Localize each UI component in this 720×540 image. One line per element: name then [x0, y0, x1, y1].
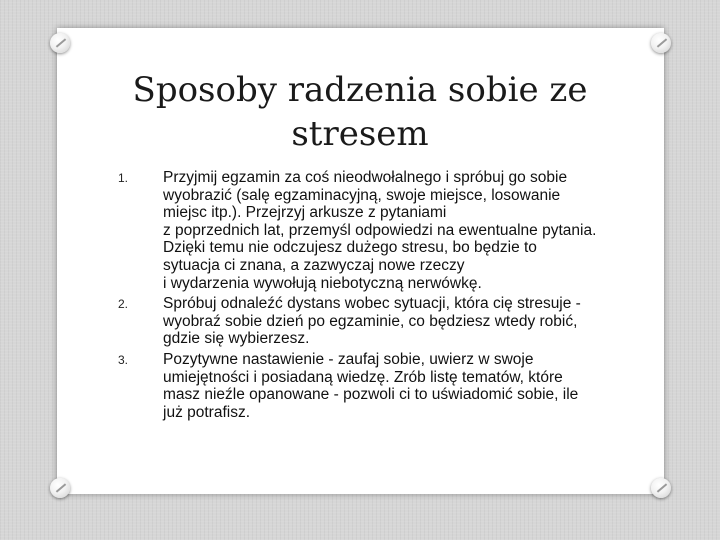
list-number: 2. [118, 297, 129, 312]
pushpin-icon [651, 478, 671, 498]
pushpin-icon [651, 33, 671, 53]
list-number: 1. [118, 171, 129, 185]
slide-title: Sposoby radzenia sobie ze stresem [132, 70, 588, 154]
list-item [118, 295, 598, 348]
numbered-list [118, 169, 598, 424]
list-item-text: Przyjmij egzamin za coś nieodwołalnego i spróbuj go sobie wyobrazić (salę egzaminacyjną, swoje miejsce, losowanie miejsc itp.). Przejrzyj arkusze z pytaniami z poprzednich lat, przemyśl odpowiedzi na ewentualne pytania. Dzięki temu nie odczujesz dużego stresu, bo będzie to sytuacja ci znana, a zazwyczaj nowe rzeczy i wydarzenia wywołują niebotyczną nerwówkę. [163, 169, 597, 292]
list-item-text: Pozytywne nastawienie - zaufaj sobie, uwierz w swoje umiejętności i posiadaną wiedzę. Zrób listę tematów, które masz nieźle opanowane - pozwoli ci to uświadomić sobie, ile już potrafisz. [163, 350, 579, 421]
list-item [118, 169, 598, 292]
pushpin-icon [50, 33, 70, 53]
list-number: 3. [118, 352, 129, 367]
pushpin-icon [50, 478, 70, 498]
list-item [118, 351, 598, 421]
list-item-text: Spróbuj odnaleźć dystans wobec sytuacji, która cię stresuje - wyobraź sobie dzień po egzaminie, co będziesz wtedy robić, gdzie się wybierzesz. [163, 295, 581, 348]
